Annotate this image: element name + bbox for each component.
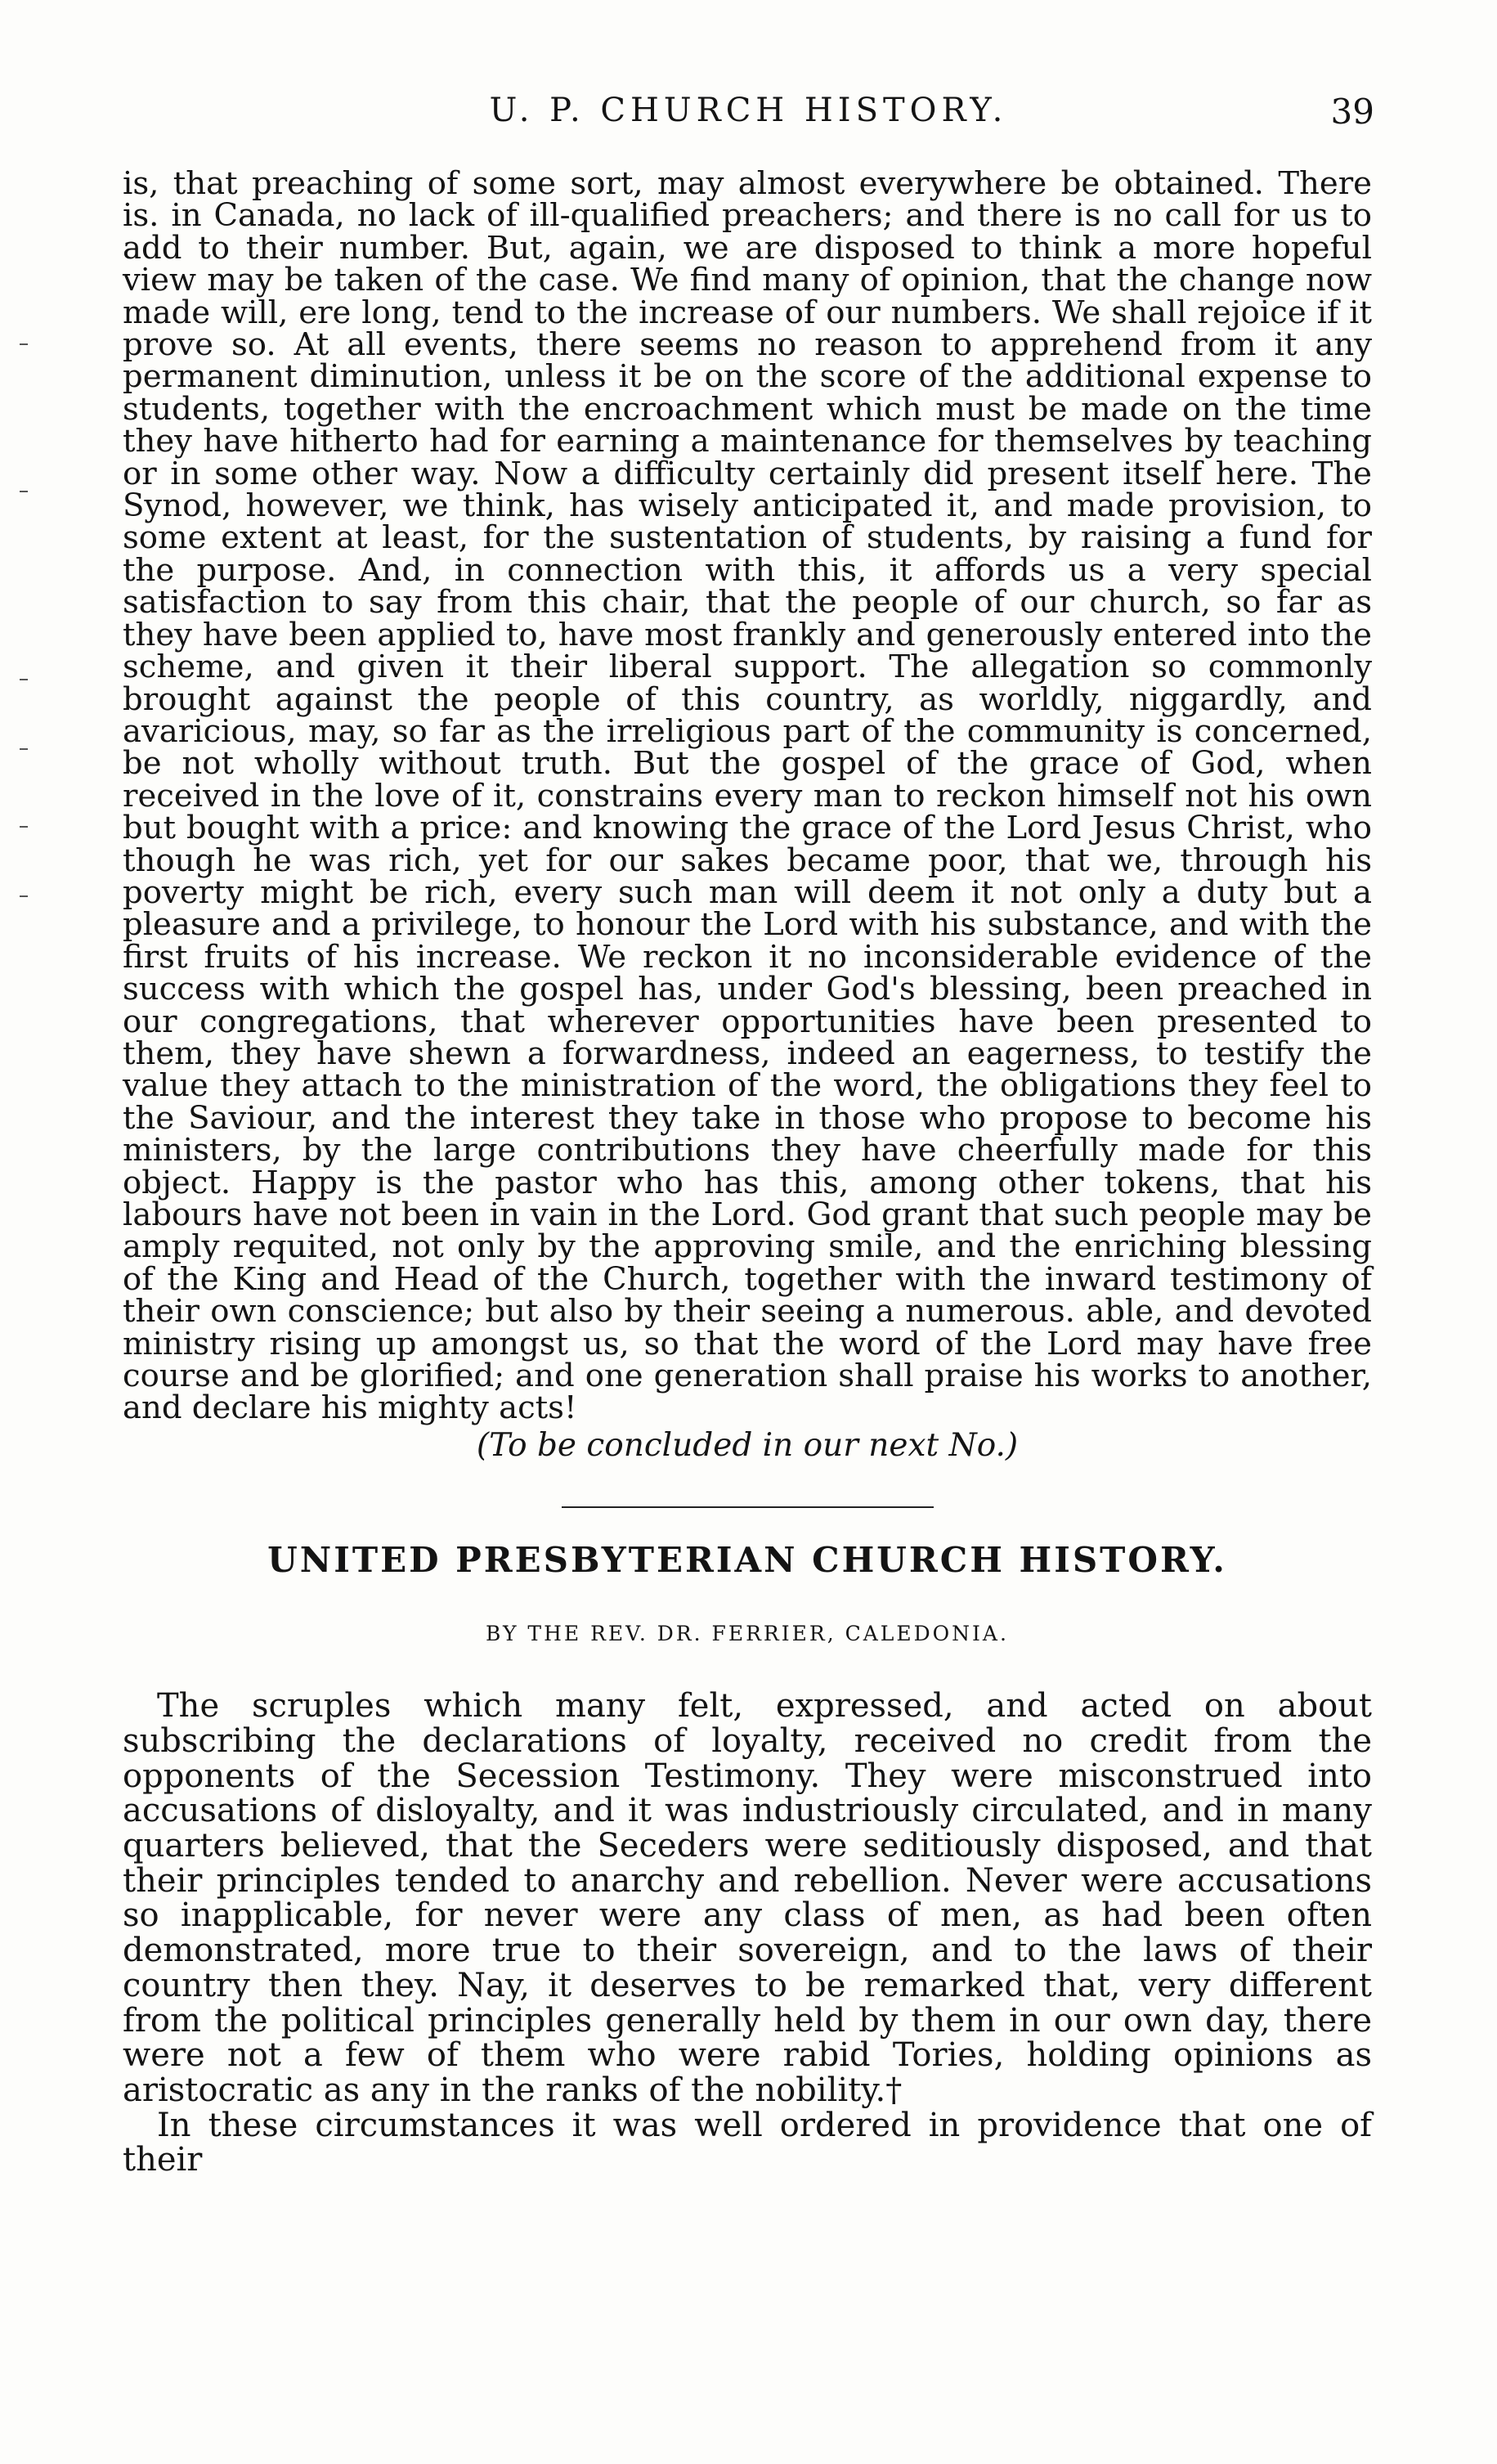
article-title: UNITED PRESBYTERIAN CHURCH HISTORY. xyxy=(267,1539,1227,1580)
article-byline: BY THE REV. DR. FERRIER, CALEDONIA. xyxy=(486,1621,1009,1645)
continued-note: (To be concluded in our next No.) xyxy=(476,1426,1019,1464)
page-number: 39 xyxy=(1330,92,1374,132)
margin-tick xyxy=(20,343,28,345)
running-title: U. P. CHURCH HISTORY. xyxy=(489,92,1008,129)
margin-tick xyxy=(20,679,28,680)
article-paragraph: The scruples which many felt, expressed, and acted on about subscribing the declarations of loyalty, received no credit from the opponents of the Secession Testimony. They were misconstrued into accusations of disloyalty, and it was industriously circulated, and in many quarters believed, that the Seceders were seditiously disposed, and that their principles tended to anarchy and rebellion. Never were accusations so inapplicable, for never were any class of men, as had been often demonstrated, more true to their sovereign, and to the laws of their country then they. Nay, it deserves to be remarked that, very different from the political principles generally held by them in our own day, there were not a few of them who were rabid Tories, holding opinions as aristocratic as any in the ranks of the nobility.† xyxy=(123,1687,1372,2109)
article-paragraph: In these circumstances it was well ordered in providence that one of their xyxy=(123,2106,1372,2179)
running-head xyxy=(123,92,1374,149)
margin-tick xyxy=(20,491,28,492)
body-text xyxy=(123,165,1372,2179)
margin-tick xyxy=(20,826,28,828)
article-text xyxy=(123,1689,1372,2178)
continued-paragraph: is, that preaching of some sort, may almost everywhere be obtained. There is. in Canada, no lack of ill-qualified preachers; and there is no call for us to add to their number. But, again, we are disposed to think a more hopeful view may be taken of the case. We find many of opinion, that the change now made will, ere long, tend to the increase of our numbers. We shall rejoice if it prove so. At all events, there seems no reason to apprehend from it any permanent diminution, unless it be on the score of the additional expense to students, together with the encroachment which must be made on the time they have hitherto had for earning a maintenance for themselves by teaching or in some other way. Now a difficulty certainly did present itself here. The Synod, however, we think, has wisely anticipated it, and made provision, to some extent at least, for the sustentation of students, by raising a fund for the purpose. And, in connection with this, it affords us a very special satisfaction to say from this chair, that the people of our church, so far as they have been applied to, have most frankly and generously entered into the scheme, and given it their liberal support. The allegation so commonly brought against the people of this country, as worldly, niggardly, and avaricious, may, so far as the irreligious part of the community is concerned, be not wholly without truth. But the gospel of the grace of God, when received in the love of it, constrains every man to reckon himself not his own but bought with a price: and knowing the grace of the Lord Jesus Christ, who though he was rich, yet for our sakes became poor, that we, through his poverty might be rich, every such man will deem it not only a duty but a pleasure and a privilege, to honour the Lord with his substance, and with the first fruits of his increase. We reckon it no inconsiderable evidence of the success with which the gospel has, under God's blessing, been preached in our congregations, that wherever opportunities have been presented to them, they have shewn a forwardness, indeed an eagerness, to testify the value they attach to the ministration of the word, the obligations they feel to the Saviour, and the interest they take in those who propose to become his ministers, by the large contributions they have cheerfully made for this object. Happy is the pastor who has this, among other tokens, that his labours have not been in vain in the Lord. God grant that such people may be amply requited, not only by the approving smile, and the enriching blessing of the King and Head of the Church, together with the inward testimony of their own conscience; but also by their seeing a numerous. able, and devoted ministry rising up amongst us, so that the word of the Lord may have free course and be glorified; and one generation shall praise his works to another, and declare his mighty acts! xyxy=(123,165,1372,1427)
section-divider xyxy=(562,1506,934,1508)
margin-tick xyxy=(20,748,28,750)
margin-tick xyxy=(20,895,28,897)
